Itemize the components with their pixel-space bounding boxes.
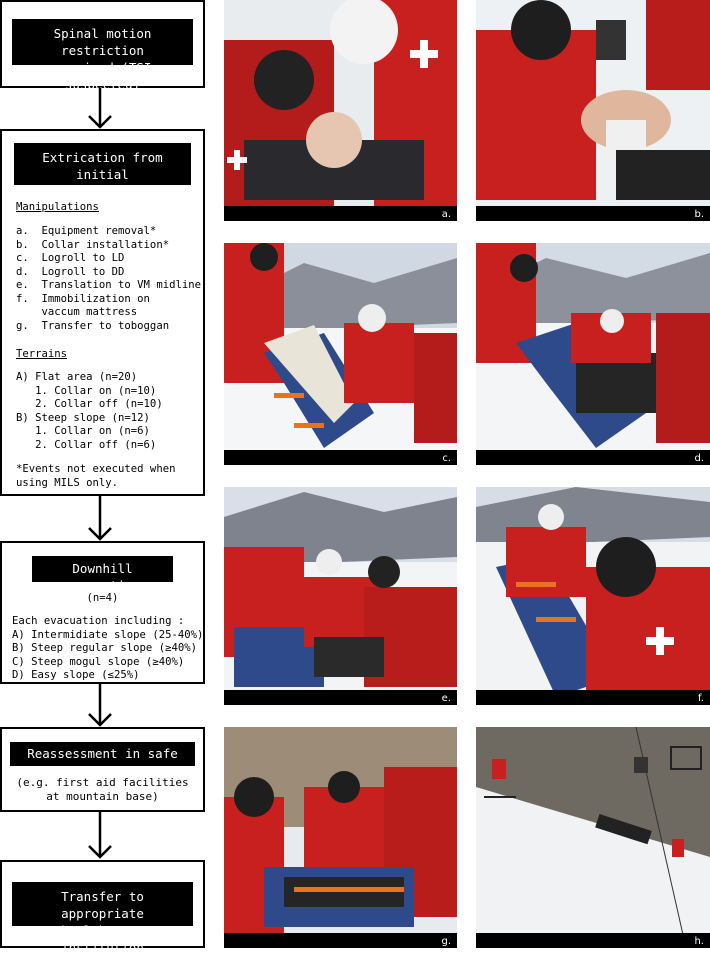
footnote: *Events not executed when using MILS only. — [16, 463, 176, 489]
evacuation-count: (n=4) — [86, 592, 119, 604]
slope-item: A) Intermidiate slope (25-40%) — [12, 628, 204, 641]
arrow-down-icon — [86, 684, 114, 728]
logroll-dorsal-icon — [476, 243, 710, 465]
photo-g — [224, 727, 457, 948]
downhill-evacuation-icon — [476, 727, 710, 948]
terrains-heading: Terrains — [16, 348, 68, 360]
photo-label: e. — [441, 693, 451, 704]
terrain-item: 1. Collar on (n=10) — [16, 384, 157, 397]
arrow-down-icon — [86, 812, 114, 860]
manipulations-heading: Manipulations — [16, 201, 99, 213]
photo-f — [476, 487, 710, 705]
slope-item: D) Easy slope (≤25%) — [12, 669, 140, 681]
manipulation-item: f. Immobilization on — [16, 292, 150, 305]
photo-a — [224, 0, 457, 221]
photo-label: a. — [441, 209, 451, 220]
logroll-lateral-icon — [224, 243, 457, 465]
photo-label: g. — [441, 936, 451, 947]
step-4-box — [0, 727, 205, 812]
photo-h — [476, 727, 710, 948]
manipulation-item: vaccum mattress — [16, 306, 138, 318]
photo-label: h. — [694, 936, 704, 947]
slope-item: C) Steep mogul slope (≥40%) — [12, 655, 185, 668]
photo-b — [476, 0, 710, 221]
step-4-title: Reassessment in safe zone — [10, 742, 195, 766]
photo-label: d. — [694, 453, 704, 464]
step-4-note: (e.g. first aid facilities at mountain base) — [16, 776, 189, 803]
manipulation-item: e. Translation to VM midline — [16, 279, 201, 291]
arrow-down-icon — [86, 88, 114, 130]
translation-mattress-icon — [224, 487, 457, 705]
step-2-box — [0, 129, 205, 496]
manipulation-item: d. Logroll to DD — [16, 265, 125, 278]
step-1-box — [0, 0, 205, 92]
step-3-box — [0, 541, 205, 684]
step-2-title: Extrication from initial trauma location — [14, 143, 191, 185]
photo-label: f. — [698, 693, 704, 704]
photo-c — [224, 243, 457, 465]
step-5-box — [0, 860, 205, 955]
terrain-item: 1. Collar on (n=6) — [16, 425, 150, 437]
evacuation-intro: Each evacuation including : — [12, 615, 185, 627]
photo-label: c. — [442, 453, 451, 464]
photo-e — [224, 487, 457, 705]
manipulation-item: b. Collar installation* — [16, 238, 170, 251]
collar-installation-icon — [476, 0, 710, 221]
photo-label: b. — [694, 209, 704, 220]
photo-d — [476, 243, 710, 465]
slope-item: B) Steep regular slope (≥40%) — [12, 642, 197, 654]
manipulation-item: a. Equipment removal* — [16, 225, 157, 237]
immobilization-icon — [476, 487, 710, 705]
step-5-title: Transfer to appropriate health care institution — [12, 882, 193, 926]
terrain-item: B) Steep slope (n=12) — [16, 411, 150, 424]
manipulation-item: g. Transfer to toboggan — [16, 319, 170, 332]
step-3-title: Downhill evacuation — [32, 556, 173, 582]
transfer-toboggan-icon — [224, 727, 457, 948]
terrain-item: 2. Collar off (n=6) — [16, 438, 157, 451]
arrow-down-icon — [86, 496, 114, 542]
manipulation-item: c. Logroll to LD — [16, 252, 125, 264]
rescuers-removing-helmet-icon — [224, 0, 457, 221]
step-1-title: Spinal motion restriction required (TSI suspected) — [12, 19, 193, 65]
terrain-item: 2. Collar off (n=10) — [16, 398, 163, 410]
terrain-item: A) Flat area (n=20) — [16, 371, 138, 383]
